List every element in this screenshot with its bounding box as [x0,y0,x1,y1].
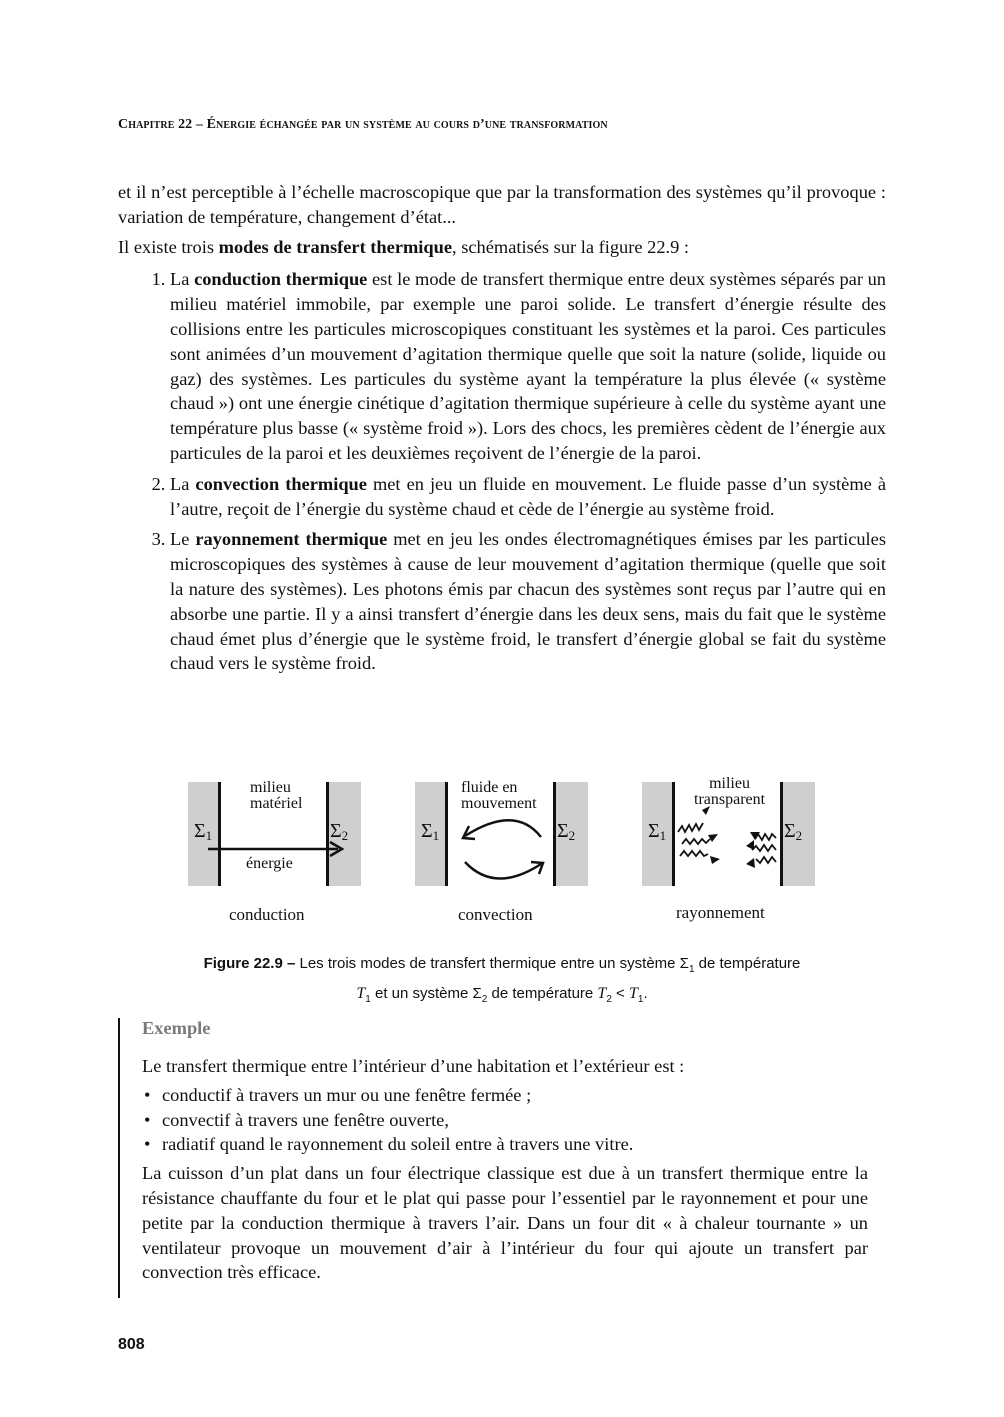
bold-term: conduction thermique [194,269,368,290]
caption-text: Les trois modes de transfert thermique entre un système Σ [299,955,689,972]
mode-item-conduction [170,267,886,465]
running-header [118,117,898,133]
convection-loop-arrows-icon [415,779,588,886]
mode-item-convection [170,472,886,522]
medium-label: milieu transparent [694,775,766,808]
caption-sub: 1 [637,994,644,1005]
caption-var: T [356,985,366,1002]
bold-term: modes de transfert thermique [218,236,453,257]
caption-dash: – [282,955,300,972]
panel-title-conduction: conduction [229,905,305,924]
figure-22-9 [0,770,1004,950]
text: met en jeu un fluide en mouvement. Le fluide passe d’un système à l’autre, reçoit de l’énergie du système chaud et cède de l’énergie au système froid. [170,473,886,519]
panel-rayonnement [642,775,815,886]
sigma1-label: $\Sigma_1$ [421,820,440,843]
text: Le [170,529,196,550]
text: est le mode de transfert thermique entre deux systèmes séparés par un milieu matériel immobile, par exemple une paroi solide. Le transfert d’énergie résulte des collisions entre les particules microscopiques constituant les systèmes et la paroi. Ces particules sont animées d’un mouvement d’agitation thermique quelle que soit la nature (solide, liquide ou gaz) des systèmes. Les particules du système ayant la température la plus élevée (« système chaud ») ont une énergie cinétique d’agitation thermique supérieure à celle du système ayant une température plus basse (« système froid »). Lors des chocs, les premières cèdent de l’énergie aux particules de la paroi et les deuxièmes reçoivent de l’énergie de la paroi. [170,269,887,463]
caption-var: T [597,985,607,1002]
text: La [170,269,195,290]
intro-paragraph-1: et il n’est perceptible à l’échelle macroscopique que par la transformation des systèmes qu’il provoque : variation de température, changement d’état... [118,182,886,227]
medium-label: milieu matériel [250,779,303,812]
sigma2-label: $\Sigma_2$ [330,820,349,843]
example-body [142,1054,868,1289]
caption-sub: 1 [688,964,695,975]
sigma1-label: $\Sigma_1$ [648,820,667,843]
chapter-prefix: Chapitre 22 – [118,117,207,132]
energy-label: énergie [246,855,293,872]
intro-paragraph-2 [118,235,886,260]
caption-text: et un système Σ [370,985,482,1002]
example-title: Exemple [142,1018,211,1038]
bold-term: convection thermique [195,473,367,494]
modes-list [118,267,886,676]
text: La [170,473,196,494]
caption-var: T [629,985,638,1002]
page-number: 808 [118,1336,145,1353]
example-intro: Le transfert thermique entre l’intérieur d’une habitation et l’extérieur est : [142,1056,685,1076]
panel-conduction [188,779,361,886]
sigma1-label: $\Sigma_1$ [194,820,213,843]
text: , schématisés sur la figure 22.9 : [452,236,690,257]
example-bullet-list [142,1083,868,1157]
radiation-wavy-arrows-icon [642,782,815,886]
sigma2-label: $\Sigma_2$ [557,820,576,843]
panel-title-convection: convection [458,905,533,924]
text: met en jeu les ondes électromagnétiques émises par les particules microscopiques des systèmes à cause de leur mouvement d’agitation thermique (quelle que soit la nature des systèmes). Les photons émis par chacun des systèmes sont reçus par l’autre qui en absorbe une partie. Il y a ainsi transfert d’énergie dans les deux sens, mais du fait que le système chaud émet plus d’énergie que le système froid, le transfert d’énergie global se fait du système chaud vers le système froid. [170,529,886,674]
figure-caption [140,952,864,1012]
caption-text: de température [487,985,598,1002]
caption-sub: 1 [365,994,371,1005]
example-box [118,1018,870,1298]
list-item: • convectif à travers une fenêtre ouverte, [142,1108,868,1133]
panel-title-rayonnement: rayonnement [676,903,765,922]
list-item: • conductif à travers un mur ou une fenêtre fermée ; [142,1083,868,1108]
bold-term: rayonnement thermique [195,529,388,550]
figure-label: Figure 22.9 [203,955,283,972]
sigma2-label: $\Sigma_2$ [784,820,803,843]
caption-sub: 2 [481,994,488,1005]
example-paragraph: La cuisson d’un plat dans un four électrique classique est due à un transfert thermique entre la résistance chauffante du four et le plat qui passe pour l’essentiel par le rayonnement et pour une petite par la conduction thermique à travers l’air. Dans un four dit « à chaleur tournante » un ventilateur provoque un mouvement d’air à l’intérieur du four qui ajoute un transfert par convection très efficace. [142,1163,868,1283]
caption-text: . [643,985,648,1002]
chapter-title: Énergie échangée par un système au cours d’une transformation [206,117,608,132]
medium-label: fluide en mouvement [461,779,537,812]
caption-sub: 2 [606,994,612,1005]
mode-item-rayonnement [170,527,886,676]
list-item: • radiatif quand le rayonnement du soleil entre à travers une vitre. [142,1132,868,1157]
text: Il existe trois [118,236,219,257]
caption-text: de température [694,955,801,972]
panel-convection [415,779,588,886]
caption-text: < [611,985,629,1002]
main-text [118,180,886,682]
